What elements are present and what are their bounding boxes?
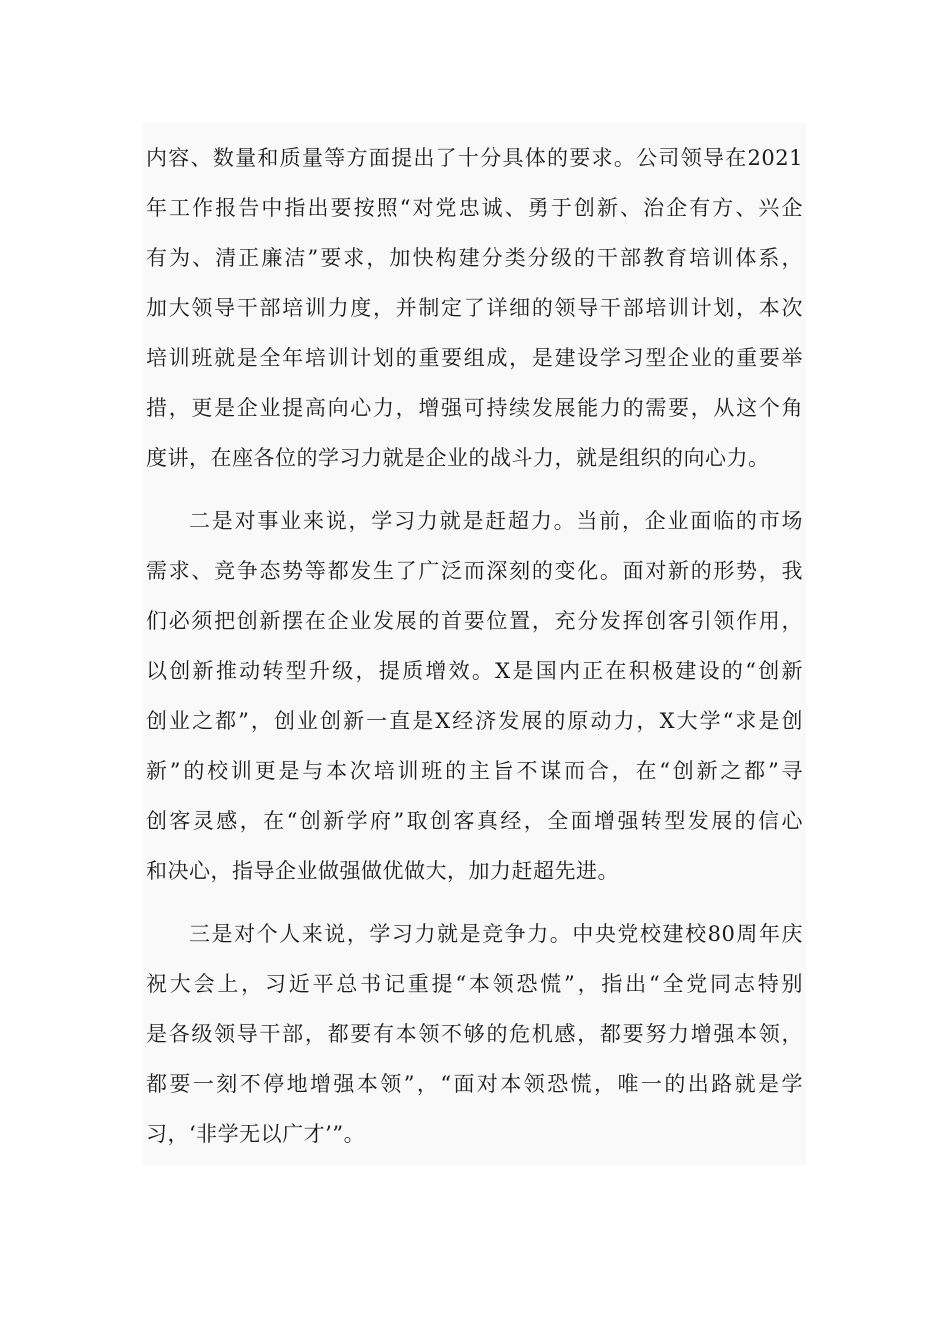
paragraph-line: 二是对事业来说，学习力就是赶超力。当前，企业面临的市场 <box>189 509 803 533</box>
paragraph-line: 们必须把创新摆在企业发展的首要位置，充分发挥创客引领作用， <box>146 609 803 633</box>
paragraph-line: 内容、数量和质量等方面提出了十分具体的要求。公司领导在2021 <box>146 146 803 170</box>
paragraph-1 <box>143 133 806 483</box>
paragraph-line: 创业之都”，创业创新一直是X经济发展的原动力，X大学“求是创 <box>146 709 803 733</box>
paragraph-line: 和决心，指导企业做强做优做大，加力赶超先进。 <box>146 859 619 883</box>
paragraph-line: 加大领导干部培训力度，并制定了详细的领导干部培训计划，本次 <box>146 296 803 320</box>
paragraph-line: 度讲，在座各位的学习力就是企业的战斗力，就是组织的向心力。 <box>146 446 770 470</box>
paragraph-line: 以创新推动转型升级，提质增效。X是国内正在积极建设的“创新 <box>146 659 803 683</box>
paragraph-line: 年工作报告中指出要按照“对党忠诚、勇于创新、治企有方、兴企 <box>146 196 803 220</box>
paragraph-line: 三是对个人来说，学习力就是竞争力。中央党校建校80周年庆 <box>189 922 803 946</box>
text-block <box>143 123 806 1165</box>
paragraph-line: 习，‘非学无以广才’”。 <box>146 1122 366 1146</box>
paragraph-line: 新”的校训更是与本次培训班的主旨不谋而合，在“创新之都”寻 <box>146 759 803 783</box>
paragraph-3 <box>143 909 806 1159</box>
paragraph-line: 都要一刻不停地增强本领”，“面对本领恐慌，唯一的出路就是学 <box>146 1072 803 1096</box>
paragraph-line: 措，更是企业提高向心力，增强可持续发展能力的需要，从这个角 <box>146 396 803 420</box>
paragraph-line: 需求、竞争态势等都发生了广泛而深刻的变化。面对新的形势，我 <box>146 559 803 583</box>
paragraph-line: 有为、清正廉洁”要求，加快构建分类分级的干部教育培训体系， <box>146 246 803 270</box>
paragraph-line: 创客灵感，在“创新学府”取创客真经，全面增强转型发展的信心 <box>146 809 803 833</box>
paragraph-line: 培训班就是全年培训计划的重要组成，是建设学习型企业的重要举 <box>146 346 803 370</box>
paragraph-line: 祝大会上，习近平总书记重提“本领恐慌”，指出“全党同志特别 <box>146 972 803 996</box>
paragraph-line: 是各级领导干部，都要有本领不够的危机感，都要努力增强本领， <box>146 1022 803 1046</box>
paragraph-2 <box>143 496 806 896</box>
